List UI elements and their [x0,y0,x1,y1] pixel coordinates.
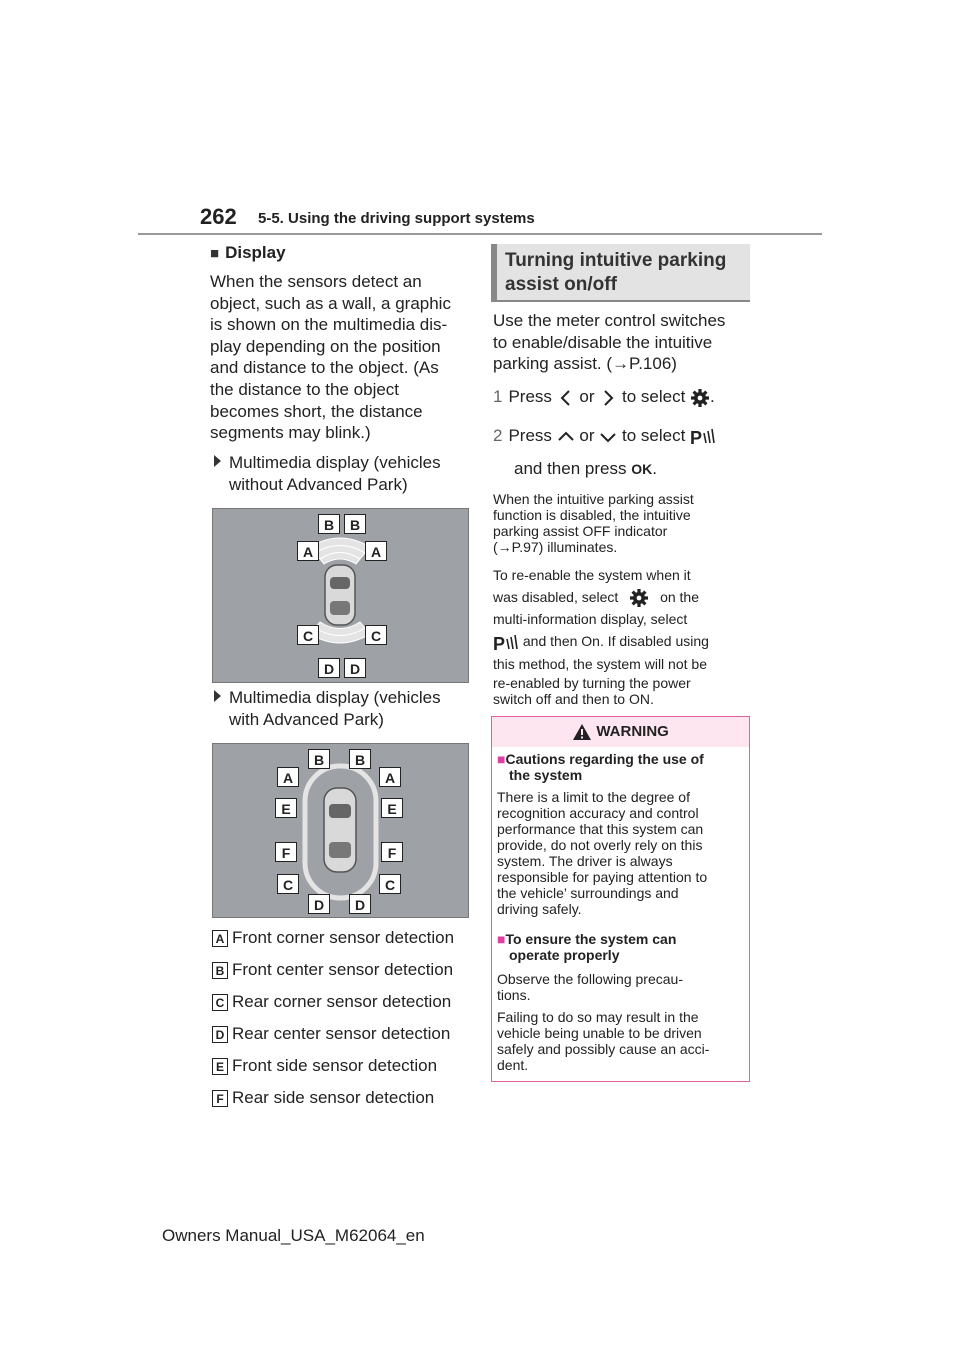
label-c-right: C [365,625,387,645]
legend-item-a: A Front corner sensor detection [212,928,454,948]
parking-assist-icon [690,427,716,447]
legend-item-d: D Rear center sensor detection [212,1024,450,1044]
chevron-right-icon [599,389,617,407]
section-heading: Turning intuitive parking assist on/off [505,250,727,295]
warning-paragraph-1: There is a limit to the degree of recognition accuracy and control performance that this system can provide, do not overly rely on this system. The driver is always responsible for paying attention to the vehicle’ surroundings and driving safely. [497,789,708,917]
label-a-right: A [365,541,387,561]
diagram-without-advanced-park [212,508,469,683]
display-heading: ■ Display [210,243,286,262]
svg-text:P: P [493,633,506,653]
gear-icon [622,588,656,608]
car-icon [325,565,355,625]
label-a-right: A [379,767,401,787]
square-bullet-icon: ■ [497,931,506,947]
triangle-bullet-icon [214,690,221,702]
chevron-down-icon [599,428,617,446]
square-bullet-icon: ■ [210,245,220,262]
header-rule [138,233,822,235]
svg-text:P: P [690,427,703,447]
label-d-right: D [349,894,371,914]
label-d-left: D [318,658,340,678]
section-title: 5-5. Using the driving support systems [258,210,535,227]
page-ref-link[interactable]: P.106) [629,354,677,374]
label-b-left: B [308,749,330,769]
page-number: 262 [200,204,237,229]
page-ref-link[interactable]: P.97) illuminates. [511,539,618,555]
warning-header: WARNING [492,717,749,747]
front-sensor-segments [310,538,370,564]
sensor-diagram-1 [213,509,468,682]
label-b-right: B [349,749,371,769]
label-c-left: C [277,874,299,894]
triangle-bullet-icon [214,455,221,467]
gear-icon [690,388,710,408]
sensor-diagram-2 [213,744,468,917]
legend-item-c: C Rear corner sensor detection [212,992,451,1012]
label-e-left: E [275,798,297,818]
step-1: 1 Press or to select . [493,387,715,406]
car-icon [324,788,356,872]
warning-paragraph-3: Failing to do so may result in the vehicle being unable to be driven safely and possibly cause an acci- dent. [497,1009,710,1073]
display-paragraph: When the sensors detect an object, such as a wall, a graphic is shown on the multimedia dis- play depending on the position and distance to the object. (As the distance to the object becomes short, the distance segments may blink.) [210,272,451,443]
note-re-enable: To re-enable the system when it was disabled, select on the multi-information display, select P and then On. If disabled using this method, the system will not be re-enabled by turning the power switch off and then to ON. [493,567,709,707]
ok-icon: OK [631,461,653,477]
arrow-icon: → [612,354,630,374]
label-e-right: E [381,798,403,818]
step-2: 2 Press or to select P [493,425,755,447]
warning-heading-2: ■To ensure the system can operate properly [497,931,677,963]
label-f-right: F [381,842,403,862]
label-d-left: D [308,894,330,914]
diagram-with-advanced-park [212,743,469,918]
label-a-left: A [297,541,319,561]
warning-paragraph-2: Observe the following precau- tions. [497,971,683,1003]
label-b-right: B [344,514,366,534]
step-2-line-2: and then press OK. [514,459,657,478]
label-d-right: D [344,658,366,678]
label-a-left: A [277,767,299,787]
note-disabled: When the intuitive parking assist function is disabled, the intuitive parking assist OFF indicator (→P.97) illuminates. [493,491,694,555]
section-heading-box [491,244,750,302]
warning-box [491,716,750,1082]
label-c-left: C [297,625,319,645]
square-bullet-icon: ■ [497,751,506,767]
label-c-right: C [379,874,401,894]
label-f-left: F [275,842,297,862]
arrow-icon: → [497,539,512,555]
footer-manual-id: Owners Manual_USA_M62064_en [162,1226,425,1245]
warning-triangle-icon [572,723,592,741]
legend-item-e: E Front side sensor detection [212,1056,437,1076]
intro-paragraph: Use the meter control switches to enable/disable the intuitive parking assist. (→P.106) [493,311,726,374]
bullet-without-advanced-park: Multimedia display (vehicles without Advanced Park) [214,452,474,495]
chevron-up-icon [557,428,575,446]
chevron-left-icon [557,389,575,407]
bullet-with-advanced-park: Multimedia display (vehicles with Advanced Park) [214,687,474,730]
warning-heading-1: ■Cautions regarding the use of the system [497,751,704,783]
legend-item-f: F Rear side sensor detection [212,1088,434,1108]
label-b-left: B [318,514,340,534]
parking-assist-icon [493,633,519,653]
legend-item-b: B Front center sensor detection [212,960,453,980]
